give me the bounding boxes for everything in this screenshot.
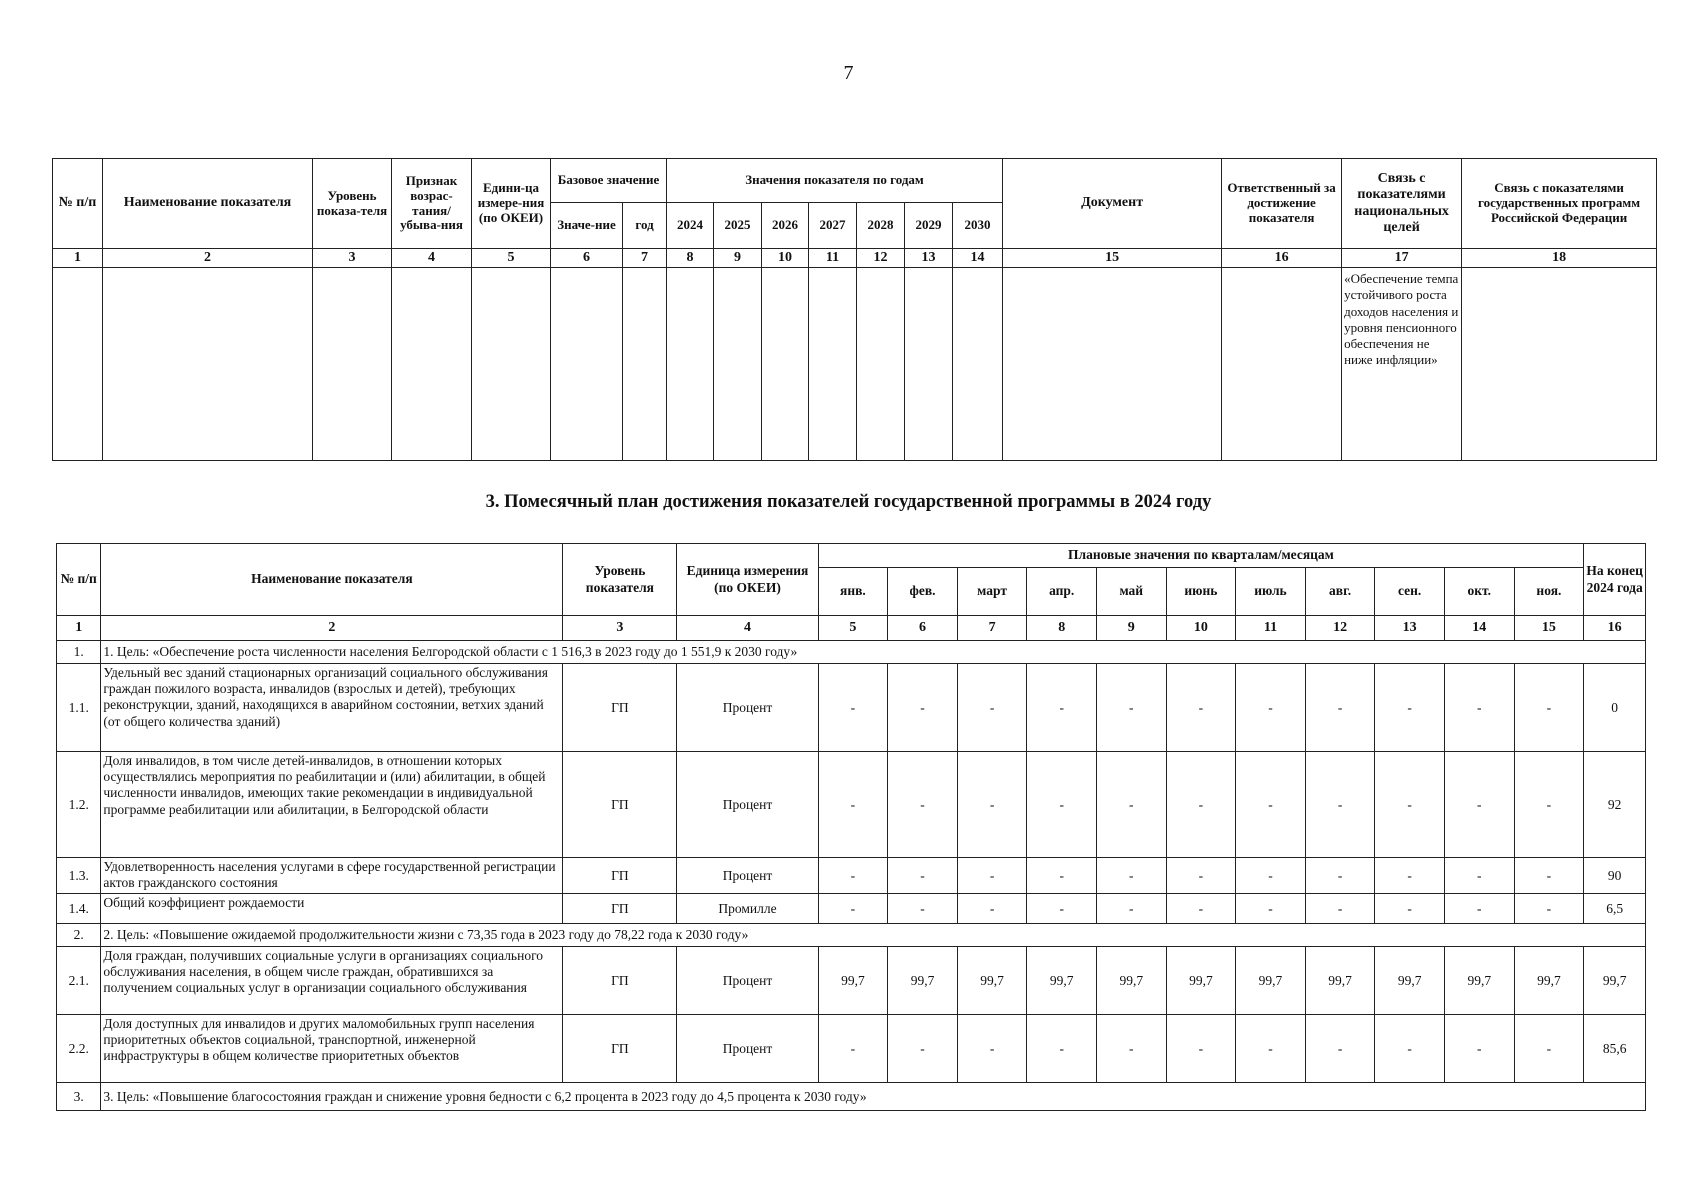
month-value: 99,7 [1166,947,1236,1015]
column-number: 13 [1375,616,1445,641]
indicator-name: Доля доступных для инвалидов и других маломобильных групп населения приоритетных объектов социальной, транспортной, инженерной инфраструктуры в общем количестве приоритетных объектов [101,1015,563,1083]
table-row [57,1015,1646,1083]
month-value: 99,7 [1096,947,1166,1015]
header-base: Базовое значение [551,159,667,203]
header-document: Документ [1003,159,1222,249]
header-year: 2024 [667,203,714,249]
table-row [57,947,1646,1015]
header-month: сен. [1375,568,1445,616]
month-value: - [1236,1015,1306,1083]
month-value: - [1444,894,1514,924]
column-number: 7 [957,616,1027,641]
header-level: Уровень показа-теля [313,159,392,249]
indicator-unit: Процент [677,752,818,858]
end-value: 99,7 [1584,947,1646,1015]
month-value: - [1305,752,1375,858]
column-number: 10 [1166,616,1236,641]
month-value: - [888,664,958,752]
column-number: 2 [101,616,563,641]
month-value: - [957,752,1027,858]
month-value: - [1236,858,1306,894]
column-number: 12 [1305,616,1375,641]
indicator-unit: Процент [677,1015,818,1083]
month-value: - [1027,858,1097,894]
month-value: 99,7 [957,947,1027,1015]
month-value: 99,7 [1027,947,1097,1015]
month-value: - [1375,664,1445,752]
header-month: июль [1236,568,1306,616]
national-link-cell: «Обеспечение темпа устойчивого роста доходов населения и уровня пенсионного обеспечения не ниже инфляции» [1342,268,1462,461]
month-value: - [818,1015,888,1083]
column-number: 8 [667,249,714,268]
end-value: 90 [1584,858,1646,894]
header-base-year: год [623,203,667,249]
column-number: 6 [888,616,958,641]
column-number: 3 [313,249,392,268]
header-unit: Едини-ца измере-ния (по ОКЕИ) [472,159,551,249]
header-month: апр. [1027,568,1097,616]
header-national-link: Связь с показателями национальных целей [1342,159,1462,249]
month-value: 99,7 [888,947,958,1015]
month-value: - [1166,664,1236,752]
month-value: - [1305,894,1375,924]
column-number: 9 [1096,616,1166,641]
month-value: 99,7 [1375,947,1445,1015]
month-value: 99,7 [1236,947,1306,1015]
header-month: фев. [888,568,958,616]
header-month: окт. [1444,568,1514,616]
column-number: 14 [953,249,1003,268]
header-level: Уровень показателя [563,544,677,616]
indicator-level: ГП [563,752,677,858]
header-years-group: Значения показателя по годам [667,159,1003,203]
row-number: 1.4. [57,894,101,924]
goal-text: 2. Цель: «Повышение ожидаемой продолжительности жизни с 73,35 года в 2023 году до 78,22 года к 2030 году» [101,924,1646,947]
column-number: 15 [1514,616,1584,641]
column-number: 16 [1584,616,1646,641]
month-value: - [1236,894,1306,924]
month-value: - [818,894,888,924]
month-value: 99,7 [1444,947,1514,1015]
indicator-name: Доля граждан, получивших социальные услуги в организациях социального обслуживания населения, в общем числе граждан, обратившихся за получением социальных услуг в организации социального обслуживания [101,947,563,1015]
month-value: - [1027,664,1097,752]
column-number: 10 [762,249,809,268]
month-value: - [1444,1015,1514,1083]
month-value: - [888,858,958,894]
month-value: - [1096,858,1166,894]
indicator-unit: Процент [677,947,818,1015]
goal-row [57,641,1646,664]
month-value: - [1166,894,1236,924]
goal-number: 1. [57,641,101,664]
indicator-unit: Процент [677,858,818,894]
indicator-level: ГП [563,664,677,752]
end-value: 0 [1584,664,1646,752]
end-value: 6,5 [1584,894,1646,924]
goal-number: 3. [57,1083,101,1111]
month-value: - [1305,1015,1375,1083]
header-year: 2029 [905,203,953,249]
indicator-name: Доля инвалидов, в том числе детей-инвалидов, в отношении которых осуществлялись мероприятия по реабилитации и (или) абилитации, в общей численности инвалидов, имеющих такие рекомендации в индивидуальной программе реабилитации или абилитации, в Белгородской области [101,752,563,858]
month-value: - [1514,858,1584,894]
row-number: 2.2. [57,1015,101,1083]
header-year: 2027 [809,203,857,249]
month-value: - [818,664,888,752]
month-value: - [957,664,1027,752]
month-value: - [888,1015,958,1083]
header-month: май [1096,568,1166,616]
header-month: июнь [1166,568,1236,616]
header-end: На конец 2024 года [1584,544,1646,616]
column-number-row [53,249,1657,268]
end-value: 92 [1584,752,1646,858]
month-value: - [1375,894,1445,924]
month-value: - [1375,1015,1445,1083]
column-number: 2 [103,249,313,268]
table-row [57,664,1646,752]
goal-text: 3. Цель: «Повышение благосостояния граждан и снижение уровня бедности с 6,2 процента в 2023 году до 4,5 процента к 2030 году» [101,1083,1646,1111]
column-number: 6 [551,249,623,268]
indicator-unit: Промилле [677,894,818,924]
month-value: - [1027,1015,1097,1083]
column-number-row [57,616,1646,641]
month-value: - [818,858,888,894]
month-value: - [1166,1015,1236,1083]
column-number: 11 [1236,616,1306,641]
month-value: - [1305,664,1375,752]
month-value: - [1444,858,1514,894]
indicator-name: Удельный вес зданий стационарных организаций социального обслуживания граждан пожилого возраста, инвалидов (взрослых и детей), требующих реконструкции, зданий, находящихся в аварийном состоянии, ветхих зданий (от общего количества зданий) [101,664,563,752]
month-value: - [888,752,958,858]
month-value: 99,7 [818,947,888,1015]
table-row [53,268,1657,461]
goal-row [57,924,1646,947]
month-value: - [1514,664,1584,752]
indicator-name: Общий коэффициент рождаемости [101,894,563,924]
header-num: № п/п [53,159,103,249]
month-value: - [1236,664,1306,752]
month-value: - [1444,752,1514,858]
month-value: - [1375,858,1445,894]
month-value: - [1514,894,1584,924]
row-number: 1.1. [57,664,101,752]
indicator-level: ГП [563,858,677,894]
indicators-table [52,158,1657,461]
month-value: - [1096,664,1166,752]
column-number: 8 [1027,616,1097,641]
month-value: - [1027,894,1097,924]
column-number: 4 [677,616,818,641]
column-number: 5 [472,249,551,268]
month-value: - [1096,1015,1166,1083]
month-value: - [1514,1015,1584,1083]
column-number: 4 [392,249,472,268]
page-number: 7 [843,62,854,84]
header-month: ноя. [1514,568,1584,616]
column-number: 7 [623,249,667,268]
column-number: 11 [809,249,857,268]
indicator-level: ГП [563,947,677,1015]
month-value: - [1514,752,1584,858]
month-value: - [1236,752,1306,858]
column-number: 14 [1444,616,1514,641]
indicator-name: Удовлетворенность населения услугами в сфере государственной регистрации актов гражданского состояния [101,858,563,894]
monthly-plan-table [56,543,1646,1111]
indicator-level: ГП [563,894,677,924]
month-value: - [1096,894,1166,924]
month-value: - [957,858,1027,894]
row-number: 2.1. [57,947,101,1015]
column-number: 3 [563,616,677,641]
column-number: 1 [53,249,103,268]
header-month: авг. [1305,568,1375,616]
month-value: - [888,894,958,924]
column-number: 12 [857,249,905,268]
header-year: 2025 [714,203,762,249]
month-value: - [1027,752,1097,858]
table-row [57,752,1646,858]
header-plan-group: Плановые значения по кварталам/месяцам [818,544,1584,568]
indicator-level: ГП [563,1015,677,1083]
header-name: Наименование показателя [101,544,563,616]
header-trend: Признак возрас-тания/ убыва-ния [392,159,472,249]
column-number: 5 [818,616,888,641]
goal-row [57,1083,1646,1111]
month-value: - [818,752,888,858]
column-number: 1 [57,616,101,641]
header-base-value: Значе-ние [551,203,623,249]
month-value: - [1166,858,1236,894]
header-responsible: Ответственный за достижение показателя [1222,159,1342,249]
header-num: № п/п [57,544,101,616]
header-year: 2030 [953,203,1003,249]
month-value: - [957,894,1027,924]
row-number: 1.2. [57,752,101,858]
row-number: 1.3. [57,858,101,894]
column-number: 17 [1342,249,1462,268]
section-title: 3. Помесячный план достижения показателей государственной программы в 2024 году [485,492,1212,512]
header-year: 2026 [762,203,809,249]
month-value: - [1444,664,1514,752]
indicator-unit: Процент [677,664,818,752]
header-unit: Единица измерения (по ОКЕИ) [677,544,818,616]
month-value: - [1375,752,1445,858]
column-number: 9 [714,249,762,268]
column-number: 18 [1462,249,1657,268]
month-value: 99,7 [1514,947,1584,1015]
goal-number: 2. [57,924,101,947]
column-number: 16 [1222,249,1342,268]
header-name: Наименование показателя [103,159,313,249]
month-value: - [957,1015,1027,1083]
column-number: 15 [1003,249,1222,268]
month-value: 99,7 [1305,947,1375,1015]
goal-text: 1. Цель: «Обеспечение роста численности населения Белгородской области с 1 516,3 в 2023 году до 1 551,9 к 2030 году» [101,641,1646,664]
column-number: 13 [905,249,953,268]
end-value: 85,6 [1584,1015,1646,1083]
month-value: - [1305,858,1375,894]
header-year: 2028 [857,203,905,249]
table-row [57,858,1646,894]
month-value: - [1096,752,1166,858]
header-month: март [957,568,1027,616]
month-value: - [1166,752,1236,858]
table-row [57,894,1646,924]
header-state-link: Связь с показателями государственных программ Российской Федерации [1462,159,1657,249]
header-month: янв. [818,568,888,616]
